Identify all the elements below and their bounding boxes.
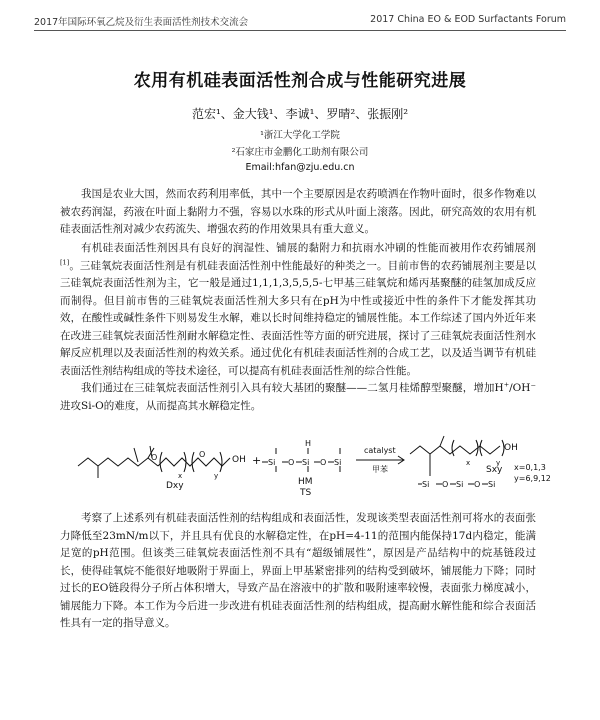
ether-oxygen-1: O — [151, 453, 158, 462]
paragraph-method — [60, 380, 536, 415]
reactant-hm-label: HM — [298, 477, 313, 487]
reaction-arrow — [356, 456, 404, 464]
condition-x-values: x=0,1,3 — [514, 463, 546, 472]
product-sxy-structure — [410, 436, 504, 484]
affiliation-2: ²石家庄市金鹏化工助剂有限公司 — [231, 147, 369, 158]
reaction-scheme — [70, 426, 551, 508]
paragraph-results: 考察了上述系列有机硅表面活性剂的结构组成和表面活性，发现该类型表面活性剂可将水的表面张力降低至23mN/m以下，并且具有优良的水解稳定性，在pH=4-11的范围内能保持17d内稳定，能满足宽的pH范围。但该类三硅氧烷表面活性剂不具有“超级铺展性”，原因是产品结构中的烷基链段过长，使得硅氧烷不能很好地吸附于界面上，界面上甲基紧密排列的结构受到破坏，铺展能力下降；同时过长的EO链段得分子所占体积增大，导致产品在溶液中的扩散和吸附速率较慢，表面张力梯度减小，铺展能力下降。本工作为今后进一步改进有机硅表面活性剂的结构组成，提高耐水解性能和综合表面活性具有一定的指导意义。 — [60, 512, 536, 629]
product-silicon-1: Si — [422, 480, 430, 489]
silicon-1: Si — [268, 458, 276, 467]
paper-title: 农用有机硅表面活性剂合成与性能研究进展 — [133, 71, 467, 91]
product-oxygen-1: O — [442, 480, 449, 489]
proton-superscript: + — [503, 380, 510, 389]
header-conference-cn: 2017年国际环氧乙烷及衍生表面活性剂技术交流会 — [34, 17, 249, 28]
reactant-dxy-structure — [78, 446, 230, 478]
paragraph-background-text-a: 有机硅表面活性剂因具有良好的润湿性、铺展的黏附力和抗雨水冲刷的性能而被用作农药铺展剂 — [81, 242, 536, 254]
author-list: 范宏¹、金大钱¹、李诚¹、罗晴²、张振刚² — [191, 107, 409, 121]
product-silicon-2: Si — [456, 480, 464, 489]
condition-y-values: y=6,9,12 — [514, 474, 551, 483]
silicon-hydride: H — [305, 439, 312, 448]
hydroxyl-2: OH — [504, 443, 518, 453]
siloxane-oxygen-2: O — [320, 458, 327, 467]
affiliation-1: ¹浙江大学化工学院 — [260, 130, 340, 141]
header-conference-en: 2017 China EO & EOD Surfactants Forum — [370, 14, 566, 25]
paragraph-method-text-b: /OH⁻进攻Si-O的难度，从而提高其水解稳定性。 — [60, 382, 536, 412]
paragraph-background-text-b: 。三硅氧烷表面活性剂是有机硅表面活性剂中性能最好的种类之一。目前市售的农药铺展剂主要是以三硅氧烷表面活性剂为主，它一般是通过1,1,1,3,5,5,5-七甲基三硅氧烷和烯丙基聚醚的硅氢加成反应而制得。但目前市售的三硅氧烷表面活性剂大多只有在pH为中性或接近中性的条件下才能发挥其功效，在酸性或碱性条件下则易发生水解，难以长时间维持稳定的铺展性能。本工作综述了国内外近年来在改进三硅氧烷表面活性剂耐水解稳定性、表面活性等方面的研究进展，探讨了三硅氧烷表面活性剂水解反应机理以及表面活性剂的构效关系。通过优化有机硅表面活性剂的合成工艺，以及适当调节有机硅表面活性剂结构组成的等技术途径，可以提高有机硅表面活性剂的综合性能。 — [60, 259, 536, 377]
subscript-y-1: y — [214, 472, 219, 480]
subscript-x-2: x — [466, 459, 471, 467]
plus-sign: + — [252, 454, 262, 467]
product-silicon-3: Si — [488, 480, 496, 489]
reactant-ts-label: TS — [300, 488, 312, 498]
paragraph-method-text-a: 我们通过在三硅氧烷表面活性剂引入具有较大基团的聚醚——二氢月桂烯醇型聚醚，增加H — [81, 382, 504, 394]
hydroxyl-1: OH — [232, 455, 246, 465]
siloxane-oxygen-1: O — [288, 458, 295, 467]
product-sxy-label: Sxy — [486, 465, 503, 475]
paragraph-intro: 我国是农业大国，然而农药利用率低，其中一个主要原因是农药喷洒在作物叶面时，很多作物难以被农药润湿，药液在叶面上黏附力不强，容易以水珠的形式从叶面上滚落。因此，研究高效的农用有机硅表面活性剂对减少农药流失、增强农药的作用效果具有重大意义。 — [60, 188, 536, 235]
contact-email: Email:hfan@zju.edu.cn — [245, 162, 355, 173]
solvent-label: 甲苯 — [372, 465, 388, 474]
catalyst-label: catalyst — [364, 446, 396, 455]
subscript-y-2: y — [496, 459, 501, 467]
subscript-x-1: x — [178, 472, 183, 480]
reactant-dxy-label: Dxy — [166, 481, 184, 491]
citation-ref: [1] — [60, 258, 70, 266]
silicon-3: Si — [334, 458, 342, 467]
product-oxygen-2: O — [474, 480, 481, 489]
silicon-2: Si — [302, 458, 310, 467]
running-header — [34, 14, 566, 31]
ether-oxygen-2: O — [199, 450, 206, 459]
paragraph-background — [60, 240, 536, 380]
